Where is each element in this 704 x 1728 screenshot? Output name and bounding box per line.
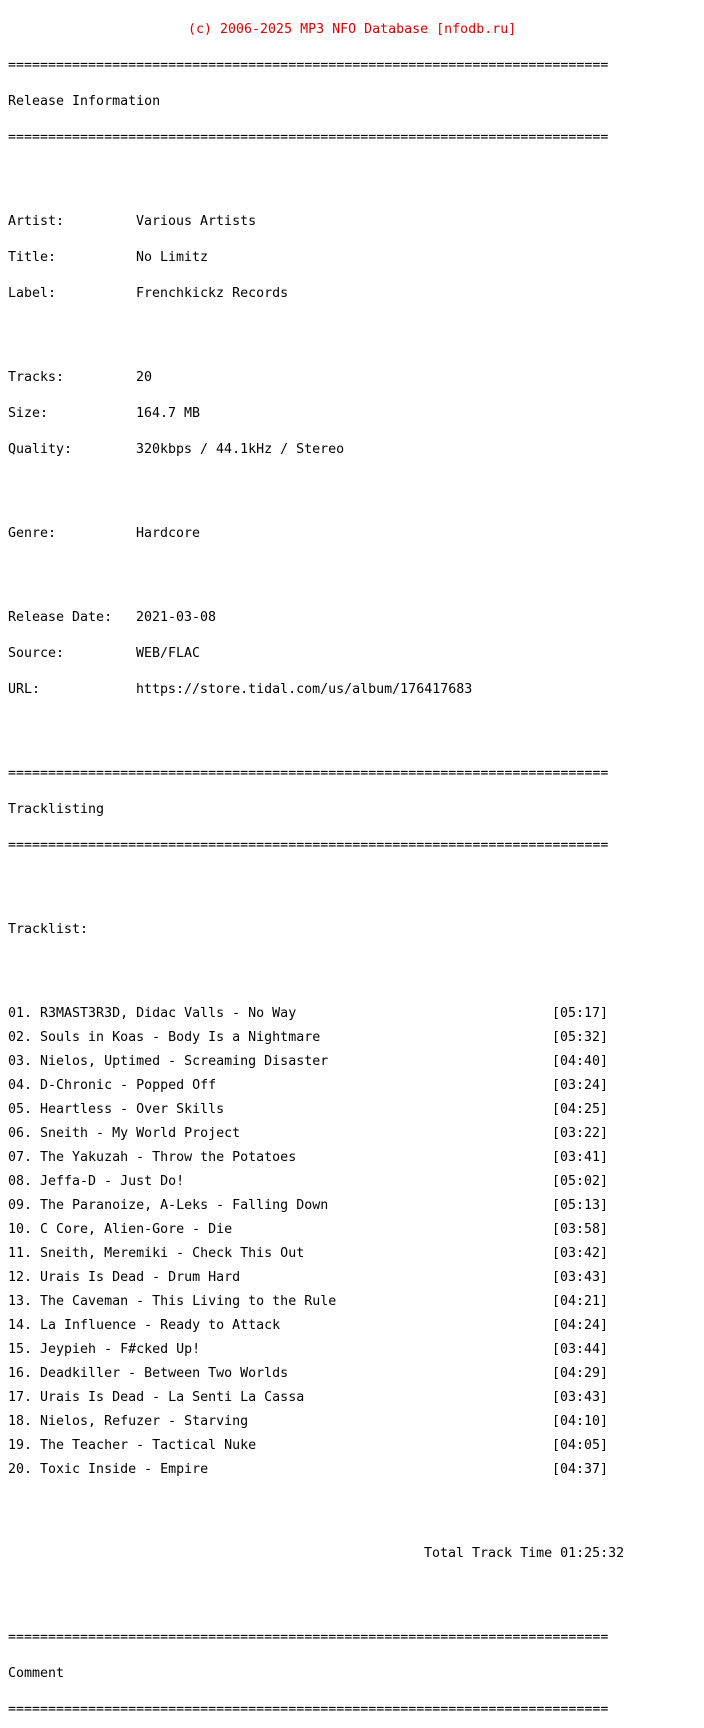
track-row — [8, 1104, 624, 1116]
url-value[interactable]: https://store.tidal.com/us/album/176417683 — [136, 682, 473, 697]
track-title: 06. Sneith - My World Project — [8, 1126, 241, 1141]
tracks-value: 20 — [136, 370, 153, 385]
section-heading-release-info: Release Information — [8, 94, 161, 109]
track-duration: [04:24] — [552, 1318, 609, 1333]
track-list — [8, 1008, 624, 1476]
size-row — [8, 408, 624, 420]
track-row — [8, 1248, 624, 1260]
track-row — [8, 1128, 624, 1140]
label-row — [8, 288, 624, 300]
date-label: Release Date: — [8, 610, 113, 625]
track-title: 07. The Yakuzah - Throw the Potatoes — [8, 1150, 297, 1165]
tracks-row — [8, 372, 624, 384]
track-duration: [04:40] — [552, 1054, 609, 1069]
track-duration: [03:43] — [552, 1390, 609, 1405]
track-title: 10. C Core, Alien-Gore - Die — [8, 1222, 233, 1237]
divider: =========================================================================== — [8, 838, 609, 853]
track-duration: [04:29] — [552, 1366, 609, 1381]
source-label: Source: — [8, 646, 65, 661]
track-duration: [04:21] — [552, 1294, 609, 1309]
track-duration: [03:43] — [552, 1270, 609, 1285]
divider: =========================================================================== — [8, 1702, 609, 1717]
track-title: 13. The Caveman - This Living to the Rule — [8, 1294, 337, 1309]
track-duration: [03:22] — [552, 1126, 609, 1141]
track-duration: [04:37] — [552, 1462, 609, 1477]
track-duration: [03:41] — [552, 1150, 609, 1165]
source-row — [8, 648, 624, 660]
section-heading-comment: Comment — [8, 1666, 65, 1681]
track-title: 20. Toxic Inside - Empire — [8, 1462, 209, 1477]
track-title: 11. Sneith, Meremiki - Check This Out — [8, 1246, 305, 1261]
title-value: No Limitz — [136, 250, 209, 265]
track-title: 16. Deadkiller - Between Two Worlds — [8, 1366, 289, 1381]
quality-label: Quality: — [8, 442, 73, 457]
artist-value: Various Artists — [136, 214, 257, 229]
label-label: Label: — [8, 286, 57, 301]
genre-row — [8, 528, 624, 540]
track-title: 15. Jeypieh - F#cked Up! — [8, 1342, 201, 1357]
artist-label: Artist: — [8, 214, 65, 229]
date-row — [8, 612, 624, 624]
divider: =========================================================================== — [8, 58, 609, 73]
track-duration: [03:24] — [552, 1078, 609, 1093]
track-title: 18. Nielos, Refuzer - Starving — [8, 1414, 249, 1429]
track-duration: [03:44] — [552, 1342, 609, 1357]
nfo-document — [8, 0, 624, 1728]
track-row — [8, 1368, 624, 1380]
section-heading-tracklisting: Tracklisting — [8, 802, 105, 817]
genre-value: Hardcore — [136, 526, 201, 541]
track-row — [8, 1440, 624, 1452]
track-title: 03. Nielos, Uptimed - Screaming Disaster — [8, 1054, 329, 1069]
track-row — [8, 1344, 624, 1356]
track-row — [8, 1464, 624, 1476]
track-row — [8, 1296, 624, 1308]
track-row — [8, 1200, 624, 1212]
track-duration: [05:32] — [552, 1030, 609, 1045]
track-title: 09. The Paranoize, A-Leks - Falling Down — [8, 1198, 329, 1213]
track-row — [8, 1080, 624, 1092]
track-title: 14. La Influence - Ready to Attack — [8, 1318, 281, 1333]
divider: =========================================================================== — [8, 1630, 609, 1645]
url-label: URL: — [8, 682, 41, 697]
track-row — [8, 1224, 624, 1236]
divider: =========================================================================== — [8, 130, 609, 145]
track-title: 01. R3MAST3R3D, Didac Valls - No Way — [8, 1006, 297, 1021]
track-duration: [04:05] — [552, 1438, 609, 1453]
track-row — [8, 1392, 624, 1404]
quality-value: 320kbps / 44.1kHz / Stereo — [136, 442, 345, 457]
url-row — [8, 684, 624, 696]
track-duration: [05:02] — [552, 1174, 609, 1189]
source-value: WEB/FLAC — [136, 646, 201, 661]
track-duration: [05:13] — [552, 1198, 609, 1213]
track-row — [8, 1032, 624, 1044]
track-row — [8, 1320, 624, 1332]
genre-label: Genre: — [8, 526, 57, 541]
track-title: 19. The Teacher - Tactical Nuke — [8, 1438, 257, 1453]
total-track-time: Total Track Time 01:25:32 — [424, 1546, 625, 1561]
quality-row — [8, 444, 624, 456]
track-title: 05. Heartless - Over Skills — [8, 1102, 225, 1117]
credit-link[interactable]: (c) 2006-2025 MP3 NFO Database [nfodb.ru] — [188, 22, 517, 37]
track-duration: [04:10] — [552, 1414, 609, 1429]
size-label: Size: — [8, 406, 49, 421]
track-title: 08. Jeffa-D - Just Do! — [8, 1174, 185, 1189]
track-title: 02. Souls in Koas - Body Is a Nightmare — [8, 1030, 321, 1045]
track-row — [8, 1056, 624, 1068]
track-title: 12. Urais Is Dead - Drum Hard — [8, 1270, 241, 1285]
title-label: Title: — [8, 250, 57, 265]
artist-row — [8, 216, 624, 228]
size-value: 164.7 MB — [136, 406, 201, 421]
label-value: Frenchkickz Records — [136, 286, 289, 301]
track-duration: [03:42] — [552, 1246, 609, 1261]
track-row — [8, 1176, 624, 1188]
track-title: 04. D-Chronic - Popped Off — [8, 1078, 217, 1093]
track-row — [8, 1152, 624, 1164]
track-duration: [04:25] — [552, 1102, 609, 1117]
title-row — [8, 252, 624, 264]
divider: =========================================================================== — [8, 766, 609, 781]
track-row — [8, 1008, 624, 1020]
track-duration: [03:58] — [552, 1222, 609, 1237]
track-row — [8, 1272, 624, 1284]
tracklist-heading: Tracklist: — [8, 922, 89, 937]
track-title: 17. Urais Is Dead - La Senti La Cassa — [8, 1390, 305, 1405]
track-row — [8, 1416, 624, 1428]
date-value: 2021-03-08 — [136, 610, 217, 625]
track-duration: [05:17] — [552, 1006, 609, 1021]
tracks-label: Tracks: — [8, 370, 65, 385]
